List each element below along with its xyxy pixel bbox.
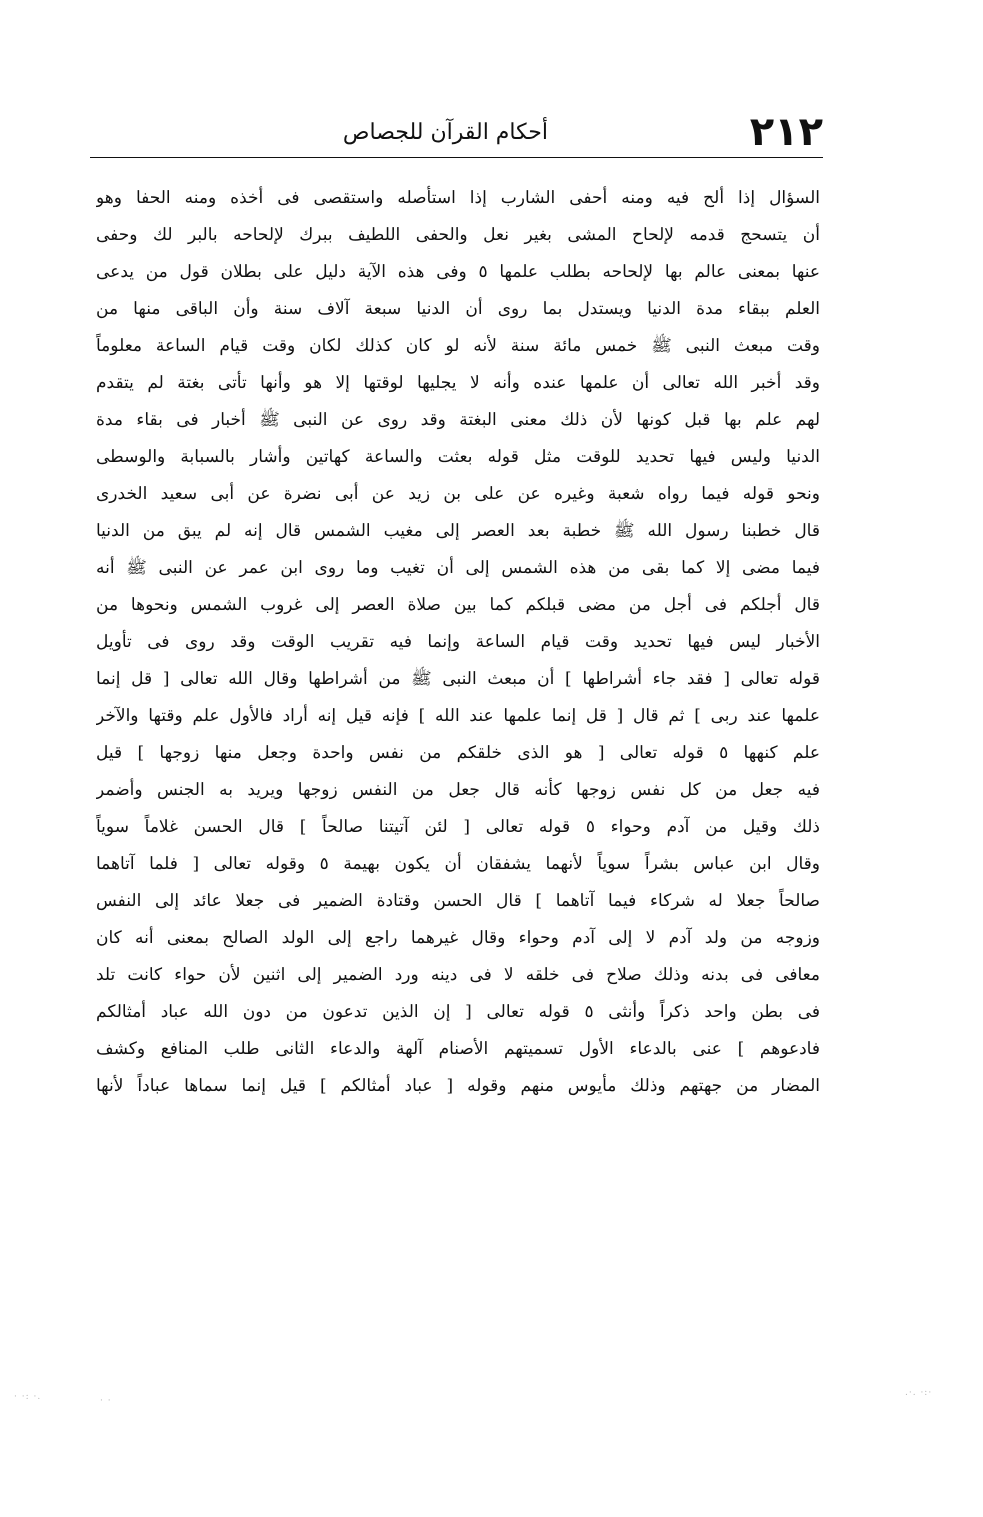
text-line: فيه جعل من كل نفس زوجها كأنه قال جعل من النفس زوجها ويريد به الجنس وأضمر xyxy=(96,780,820,800)
running-title: أحكام القرآن للجصاص xyxy=(342,120,548,145)
text-line: أن يتسحج قدمه لإلحاح المشى بغير نعل والحفى اللطيف ببرك لإلحاحه بالبر لك وحفى xyxy=(96,225,820,245)
text-line: فادعوهم ] عنى بالدعاء الأول تسميتهم الأصنام آلهة والدعاء الثانى طلب المنافع وكشف xyxy=(96,1039,820,1059)
text-line: علم كنهها ٥ قوله تعالى [ هو الذى خلقكم من نفس واحدة وجعل منها زوجها ] قيل xyxy=(96,743,820,763)
text-line: ذلك وقيل من آدم وحواء ٥ قوله تعالى [ لئن آتيتنا صالحاً ] قال الحسن غلاماً سوياً xyxy=(96,817,820,837)
page-header xyxy=(90,110,823,158)
scan-speckle: · · xyxy=(100,1396,112,1406)
text-line: فى بطن واحد ذكراً وأنثى ٥ قوله تعالى [ إن الذين تدعون من دون الله عباد أمثالكم xyxy=(96,1002,820,1022)
scan-speckle: · ·: ·. xyxy=(14,1392,42,1402)
body-text xyxy=(96,180,820,1105)
text-line: وقال ابن عباس بشراً سوياً لأنهما يشفقان أن يكون بهيمة ٥ وقوله تعالى [ فلما آتاهما xyxy=(96,854,820,874)
text-line: المضار من جهتهم وذلك مأيوس منهم وقوله [ عباد أمثالكم ] قيل إنما سماها عباداً لأنها xyxy=(96,1076,820,1096)
header-divider xyxy=(90,157,823,158)
text-line: قال خطبنا رسول الله ﷺ خطبة بعد العصر إلى مغيب الشمس قال إنه لم يبق من الدنيا xyxy=(96,521,820,541)
text-line: لهم علم بها قبل كونها لأن ذلك معنى البغتة وقد روى عن النبى ﷺ أخبار فى بقاء مدة xyxy=(96,410,820,430)
text-line: قوله تعالى [ فقد جاء أشراطها ] أن مبعث النبى ﷺ من أشراطها وقال الله تعالى [ قل إنما xyxy=(96,669,820,689)
text-line: وقت مبعث النبى ﷺ خمس مائة سنة لأنه لو كان كذلك لكان وقت قيام الساعة معلوماً xyxy=(96,336,820,356)
text-line: ونحو قوله فيما رواه شعبة وغيره عن على بن زيد عن أبى نضرة عن أبى سعيد الخدرى xyxy=(96,484,820,504)
page-number: ٢١٢ xyxy=(749,109,823,155)
text-line: وزوجه من ولد آدم لا إلى آدم وحواء وقال غيرهما راجع إلى الولد الصالح بمعنى أنه كان xyxy=(96,928,820,948)
text-line: علمها عند ربى ] ثم قال [ قل إنما علمها عند الله ] فإنه قيل إنه أراد فالأول علم وقتها والآخر xyxy=(96,706,820,726)
text-line: السؤال إذا ألح فيه ومنه أحفى الشارب إذا استأصله واستقصى فى أخذه ومنه الحفا وهو xyxy=(96,188,820,208)
text-line: الأخبار ليس فيها تحديد وقت قيام الساعة وإنما فيه تقريب الوقت وقد روى فى تأويل xyxy=(96,632,820,652)
text-line: الدنيا وليس فيها تحديد للوقت مثل قوله بعثت والساعة كهاتين وأشار بالسبابة والوسطى xyxy=(96,447,820,467)
text-line: معافى فى بدنه وذلك صلاح فى خلقه لا فى دينه ورد الضمير إلى اثنين لأن حواء كانت تلد xyxy=(96,965,820,985)
text-line: وقد أخبر الله تعالى أن علمها عنده وأنه لا يجليها لوقتها إلا هو وأنها تأتى بغتة لم يتقدم xyxy=(96,373,820,393)
text-line: العلم ببقاء مدة الدنيا ويستدل بما روى أن الدنيا سبعة آلاف سنة وأن الباقى منها من xyxy=(96,299,820,319)
scan-speckle: .·. ·:· xyxy=(905,1388,933,1398)
text-line: قال أجلكم فى أجل من مضى قبلكم كما بين صلاة العصر إلى غروب الشمس ونحوها من xyxy=(96,595,820,615)
text-line: فيما مضى إلا كما بقى من هذه الشمس إلى أن تغيب وما روى ابن عمر عن النبى ﷺ أنه xyxy=(96,558,820,578)
text-line: عنها بمعنى عالم بها لإلحاحه بطلب علمها ٥ وفى هذه الآية دليل على بطلان قول من يدعى xyxy=(96,262,820,282)
text-line: صالحاً جعلا له شركاء فيما آتاهما ] قال الحسن وقتادة الضمير فى جعلا عائد إلى النفس xyxy=(96,891,820,911)
